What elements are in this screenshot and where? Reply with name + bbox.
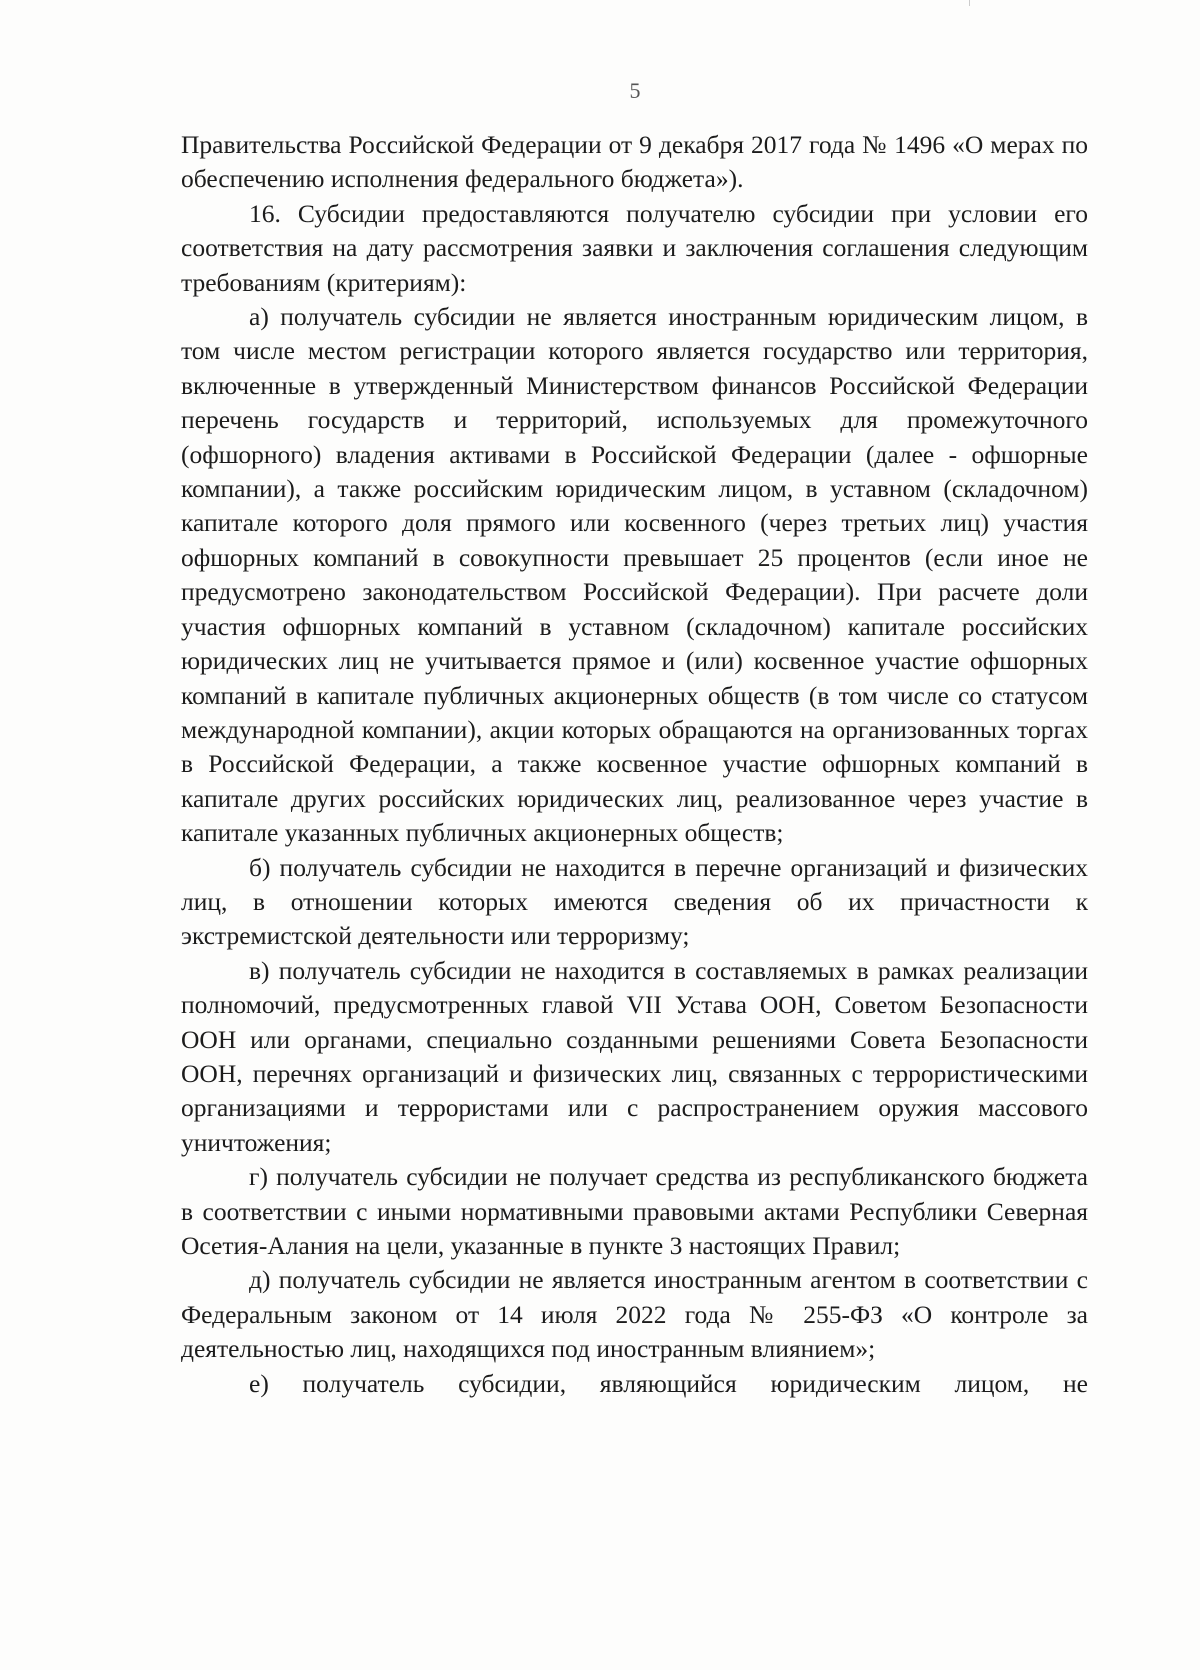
list-item-d: д) получатель субсидии не является иностранным агентом в соответствии с Федеральным законом от 14 июля 2022 года № 255-ФЗ «О контроле за деятельностью лиц, находящихся под иностранным влиянием»; (181, 1265, 1088, 1364)
list-item-v: в) получатель субсидии не находится в составляемых в рамках реализации полномочий, предусмотренных главой VII Устава ООН, Советом Безопасности ООН или органами, специально созданными решениями Совета Безопасности ООН, перечнях организаций и физических лиц, связанных с террористическими организациями и террористами или с распространением оружия массового уничтожения; (181, 955, 1088, 1157)
paragraph-16: 16. Субсидии предоставляются получателю субсидии при условии его соответствия на дату рассмотрения заявки и заключения соглашения следующим требованиям (критериям): (181, 198, 1088, 297)
page-number: 5 (629, 78, 641, 103)
paragraph-continuation: Правительства Российской Федерации от 9 декабря 2017 года № 1496 «О мерах по обеспечению исполнения федерального бюджета»). (181, 130, 1088, 194)
list-item-b: б) получатель субсидии не находится в перечне организаций и физических лиц, в отношении которых имеются сведения об их причастности к экстремистской деятельности или терроризму; (181, 852, 1088, 951)
list-item-g: г) получатель субсидии не получает средства из республиканского бюджета в соответствии с иными нормативными правовыми актами Республики Северная Осетия-Алания на цели, указанные в пункте 3 настоящих Правил; (181, 1162, 1088, 1260)
list-item-e: е) получатель субсидии, являющийся юридическим лицом, не (249, 1368, 1088, 1398)
document-body (181, 128, 1088, 1401)
list-item-a: а) получатель субсидии не является иностранным юридическим лицом, в том числе местом регистрации которого является государство или территория, включенные в утвержденный Министерством финансов Российской Федерации перечень государств и территорий, используемых для промежуточного (офшорного) владения активами в Российской Федерации (далее - офшорные компании), а также российским юридическим лицом, в уставном (складочном) капитале которого доля прямого или косвенного (через третьих лиц) участия офшорных компаний в совокупности превышает 25 процентов (если иное не предусмотрено законодательством Российской Федерации). При расчете доли участия офшорных компаний в уставном (складочном) капитале российских юридических лиц не учитывается прямое и (или) косвенное участие офшорных компаний в капитале публичных акционерных обществ (в том числе со статусом международной компании), акции которых обращаются на организованных торгах в Российской Федерации, а также косвенное участие офшорных компаний в капитале других российских юридических лиц, реализованное через участие в капитале указанных публичных акционерных обществ; (181, 302, 1088, 848)
scan-artifact (969, 0, 970, 6)
